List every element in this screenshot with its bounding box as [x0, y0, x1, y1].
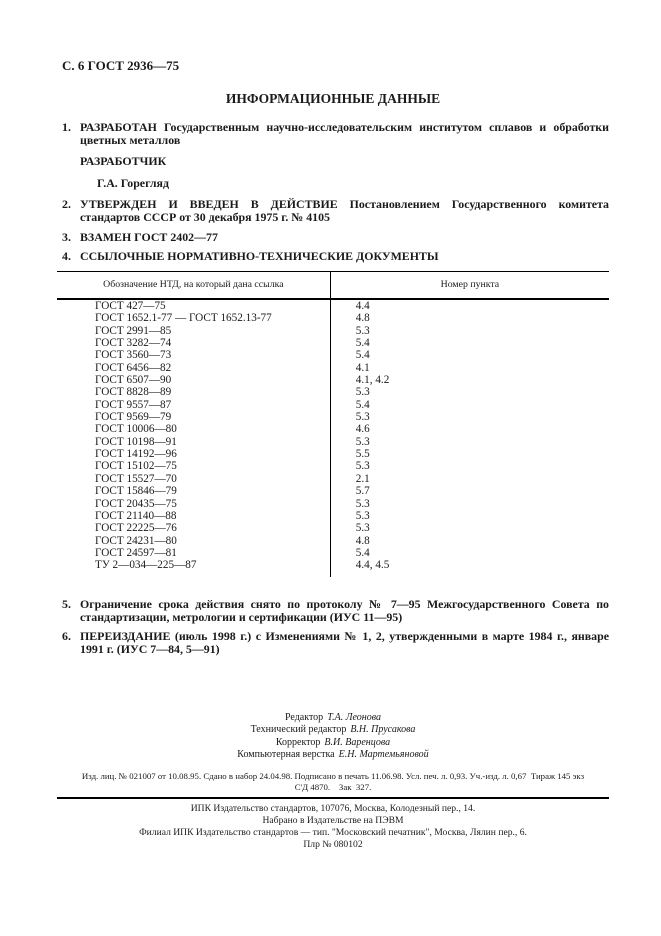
info-items-after-table [57, 598, 609, 657]
table-row [57, 485, 609, 497]
info-item-6 [62, 630, 609, 656]
table-row [57, 325, 609, 337]
reference-table [57, 271, 609, 577]
ntd-cell: ГОСТ 14192—96 [57, 448, 330, 460]
table-row [57, 386, 609, 398]
publisher-line: Плр № 080102 [303, 838, 363, 850]
ntd-cell: ГОСТ 3282—74 [57, 337, 330, 349]
punkt-cell: 4.8 [355, 312, 370, 325]
punkt-cell: 5.3 [355, 386, 370, 399]
punkt-cell: 4.8 [355, 534, 370, 547]
info-item-3 [62, 231, 609, 244]
info-item-5 [62, 598, 609, 624]
table-row [57, 460, 609, 472]
imprint-block [57, 771, 609, 794]
punkt-cell: 4.4, 4.5 [355, 559, 390, 572]
info-item-4 [62, 250, 609, 263]
table-row [57, 559, 609, 576]
table-row [57, 374, 609, 386]
credit-name: Т.А. Леонова [327, 712, 382, 723]
table-header-punkt: Номер пункта [330, 272, 609, 300]
credit-line [57, 737, 609, 749]
ntd-cell: ГОСТ 10006—80 [57, 423, 330, 435]
table-header-ntd: Обозначение НТД, на который дана ссылка [57, 272, 330, 300]
developer-name: Г.А. Горегляд [97, 176, 169, 190]
credits-block [57, 712, 609, 762]
info-item-2 [62, 198, 609, 224]
ntd-cell: ГОСТ 8828—89 [57, 386, 330, 398]
table-row [57, 362, 609, 374]
punkt-cell: 5.3 [355, 509, 370, 522]
punkt-cell: 5.7 [355, 485, 370, 498]
table-row [57, 535, 609, 547]
punkt-cell: 5.3 [355, 460, 370, 473]
table-row [57, 312, 609, 324]
credit-name: В.И. Варенцова [324, 736, 391, 748]
ntd-cell: ГОСТ 15527—70 [57, 473, 330, 485]
item-text: ПЕРЕИЗДАНИЕ (июль 1998 г.) с Изменениями № 1, 2, утвержденными в марте 1984 г., январе 1991 г. (ИУС 7—84, 5—91) [80, 629, 609, 657]
publisher-line: Филиал ИПК Издательство стандартов — тип. "Московский печатник", Москва, Лялин пер., 6. [139, 826, 527, 838]
item-text: ССЫЛОЧНЫЕ НОРМАТИВНО-ТЕХНИЧЕСКИЕ ДОКУМЕНТЫ [80, 249, 439, 263]
ntd-cell: ТУ 2—034—225—87 [57, 559, 330, 576]
ntd-cell: ГОСТ 6456—82 [57, 362, 330, 374]
table-row [57, 436, 609, 448]
info-item-1 [62, 121, 609, 147]
ntd-cell: ГОСТ 427—75 [57, 299, 330, 312]
punkt-cell: 5.4 [355, 349, 370, 362]
punkt-cell: 5.3 [355, 522, 370, 535]
ntd-cell: ГОСТ 9569—79 [57, 411, 330, 423]
credit-line [57, 712, 609, 724]
ntd-cell: ГОСТ 22225—76 [57, 522, 330, 534]
publisher-block [57, 803, 609, 851]
imprint-line-1: Изд. лиц. № 021007 от 10.08.95. Сдано в набор 24.04.98. Подписано в печать 11.06.98. Усл. печ. л. 0,93. Уч.-изд. л. 0,67 Тираж 145 экз [81, 770, 585, 781]
page-title: ИНФОРМАЦИОННЫЕ ДАННЫЕ [225, 91, 441, 106]
reference-table-body [57, 299, 609, 577]
punkt-cell: 4.6 [355, 423, 370, 436]
item-number: 6. [62, 629, 71, 644]
credit-line [57, 749, 609, 761]
ntd-cell: ГОСТ 1652.1-77 — ГОСТ 1652.13-77 [57, 312, 330, 324]
running-header: С. 6 ГОСТ 2936—75 [62, 58, 180, 73]
table-row [57, 299, 609, 312]
table-row [57, 399, 609, 411]
ntd-cell: ГОСТ 10198—91 [57, 436, 330, 448]
ntd-cell: ГОСТ 15846—79 [57, 485, 330, 497]
table-row [57, 411, 609, 423]
ntd-cell: ГОСТ 2991—85 [57, 325, 330, 337]
punkt-cell: 5.5 [355, 448, 370, 461]
punkt-cell: 4.1 [355, 361, 370, 374]
credit-role: Технический редактор [250, 724, 347, 736]
punkt-cell: 5.3 [355, 497, 370, 510]
credit-role: Редактор [284, 712, 324, 723]
item-text: Ограничение срока действия снято по протоколу № 7—95 Межгосударственного Совета по стандартизации, метрологии и сертификации (ИУС 11—95) [80, 596, 609, 624]
ntd-cell: ГОСТ 15102—75 [57, 460, 330, 472]
item-text: ВЗАМЕН ГОСТ 2402—77 [80, 229, 218, 244]
punkt-cell: 5.3 [355, 324, 370, 337]
table-row [57, 423, 609, 435]
ntd-cell: ГОСТ 24231—80 [57, 535, 330, 547]
ntd-cell: ГОСТ 20435—75 [57, 498, 330, 510]
table-row [57, 448, 609, 460]
table-row [57, 473, 609, 485]
ntd-cell: ГОСТ 3560—73 [57, 349, 330, 361]
credit-name: Е.Н. Мартемьяновой [338, 749, 429, 761]
imprint-line-2: С'Д 4870. Зак 327. [294, 782, 372, 793]
punkt-cell: 5.4 [355, 398, 370, 411]
item-text: УТВЕРЖДЕН И ВВЕДЕН В ДЕЙСТВИЕ Постановлением Государственного комитета стандартов СССР от 30 декабря 1975 г. № 4105 [80, 197, 609, 224]
table-row [57, 337, 609, 349]
table-header-row [57, 272, 609, 300]
publisher-line: Набрано в Издательстве на ПЭВМ [262, 814, 404, 826]
punkt-cell: 5.4 [355, 337, 370, 350]
table-row [57, 510, 609, 522]
ntd-cell: ГОСТ 9557—87 [57, 399, 330, 411]
publisher-line: ИПК Издательство стандартов, 107076, Москва, Колодезный пер., 14. [190, 802, 476, 814]
punkt-cell: 4.1, 4.2 [355, 374, 390, 387]
ntd-cell: ГОСТ 21140—88 [57, 510, 330, 522]
ntd-cell: ГОСТ 6507—90 [57, 374, 330, 386]
credit-name: В.Н. Прусакова [350, 724, 416, 736]
table-row [57, 522, 609, 534]
table-row [57, 547, 609, 559]
credit-line [57, 724, 609, 736]
item-text: РАЗРАБОТАН Государственным научно-исследовательским институтом сплавов и обработки цветных металлов [80, 120, 609, 147]
credit-role: Компьютерная верстка [237, 749, 335, 761]
credit-role: Корректор [275, 736, 321, 748]
punkt-cell: 5.3 [355, 411, 370, 424]
punkt-cell: 2.1 [355, 472, 370, 485]
table-row [57, 349, 609, 361]
horizontal-rule [57, 797, 609, 799]
punkt-cell: 4.4 [355, 300, 370, 312]
developer-label: РАЗРАБОТЧИК [80, 154, 167, 168]
item-number: 1. [62, 120, 71, 134]
item-number: 5. [62, 596, 71, 611]
page-footer [57, 712, 609, 851]
info-items [57, 121, 609, 263]
table-row [57, 498, 609, 510]
ntd-cell: ГОСТ 24597—81 [57, 547, 330, 559]
punkt-cell: 5.3 [355, 435, 370, 448]
punkt-cell: 5.4 [355, 546, 370, 559]
item-number: 2. [62, 197, 71, 211]
item-number: 3. [62, 229, 71, 244]
item-number: 4. [62, 249, 71, 263]
